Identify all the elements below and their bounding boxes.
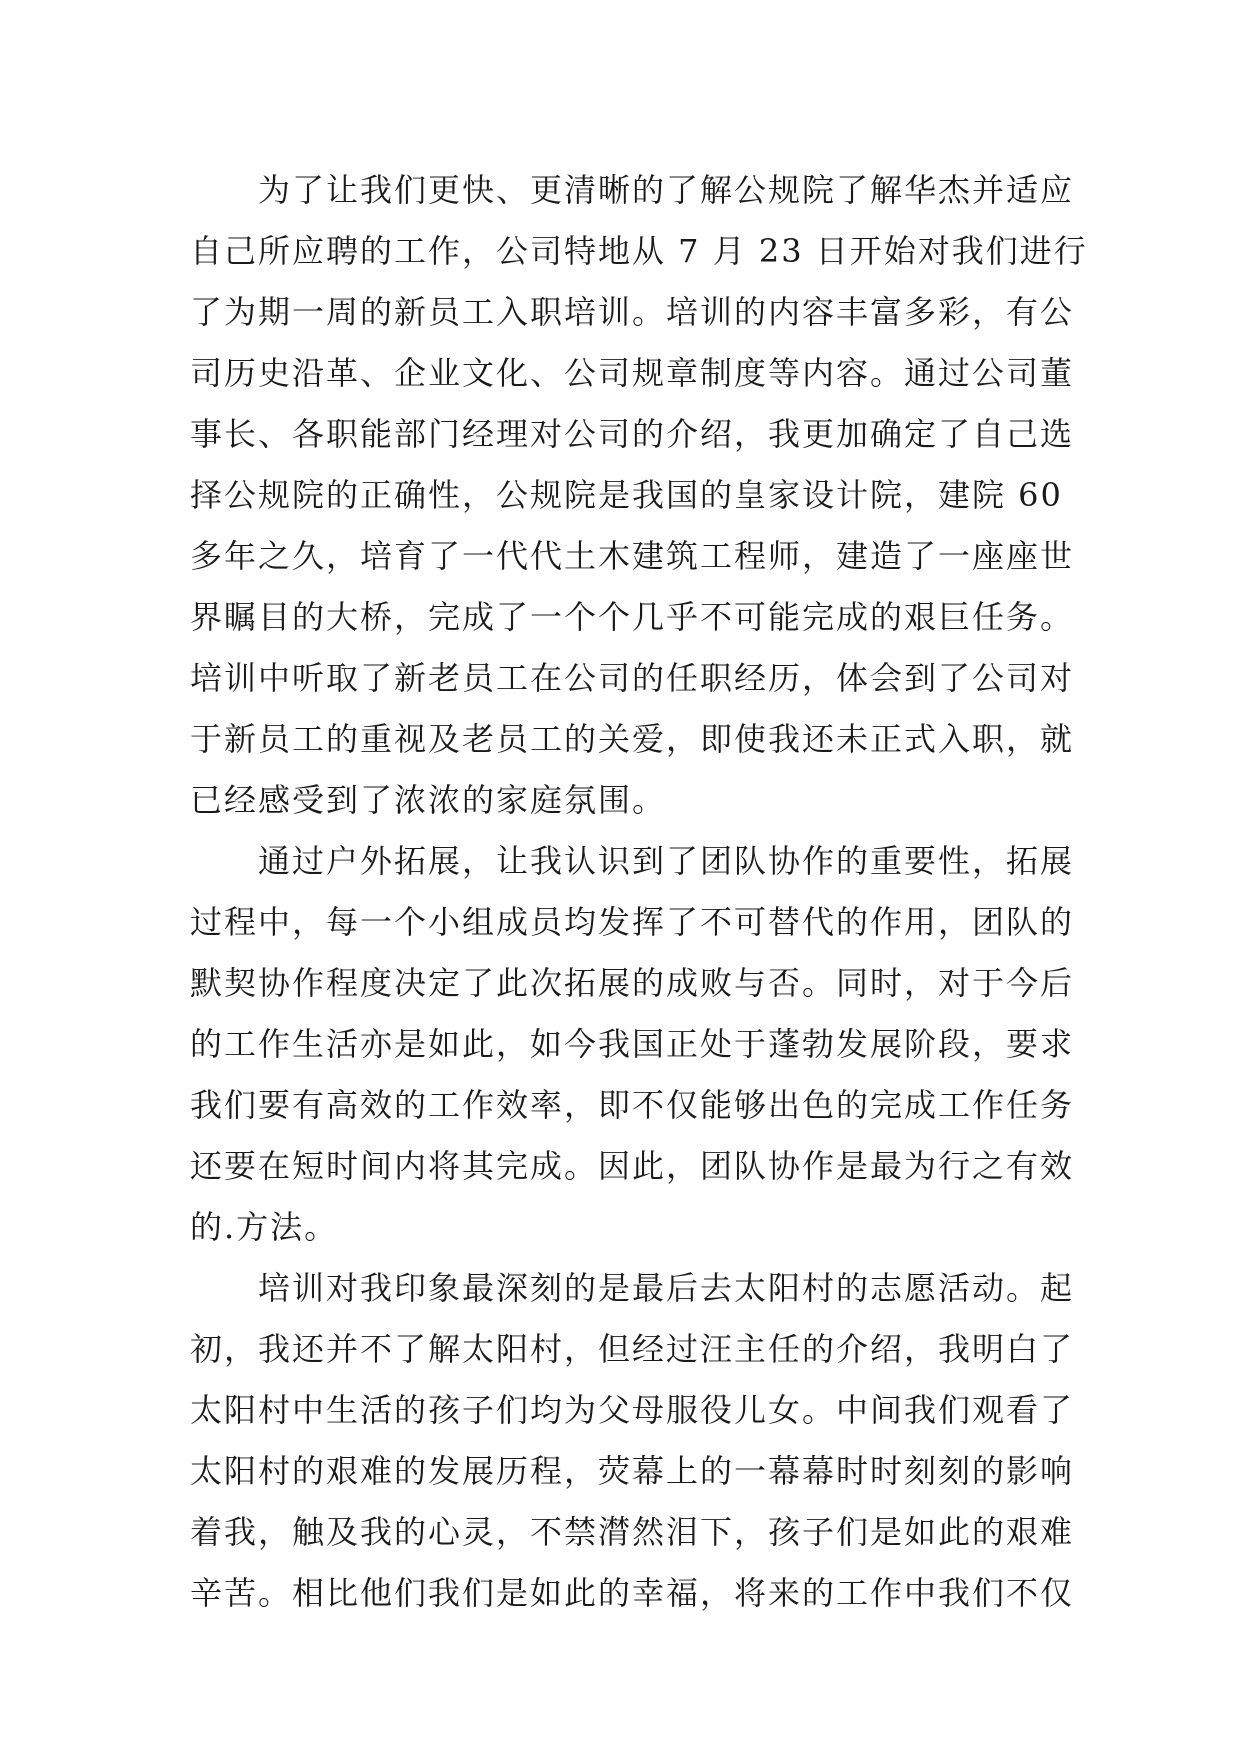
text-line: 事长、各职能部门经理对公司的介绍，我更加确定了自己选: [190, 415, 1075, 453]
text-line: 择公规院的正确性，公规院是我国的皇家设计院，建院 60: [190, 476, 1063, 514]
text-line: 为了让我们更快、更清晰的了解公规院了解华杰并适应: [190, 171, 1075, 209]
document-body: [190, 160, 1088, 1624]
paragraph-3: [190, 1258, 1075, 1624]
text-line: 的工作生活亦是如此，如今我国正处于蓬勃发展阶段，要求: [190, 1025, 1075, 1063]
text-line: 于新员工的重视及老员工的关爱，即使我还未正式入职，就: [190, 720, 1075, 758]
text-line: 通过户外拓展，让我认识到了团队协作的重要性，拓展: [190, 842, 1075, 880]
text-line: 太阳村的艰难的发展历程，荧幕上的一幕幕时时刻刻的影响: [190, 1452, 1075, 1490]
text-line: 过程中，每一个小组成员均发挥了不可替代的作用，团队的: [190, 903, 1075, 941]
text-line: 多年之久，培育了一代代土木建筑工程师，建造了一座座世: [190, 537, 1075, 575]
text-line: 还要在短时间内将其完成。因此，团队协作是最为行之有效: [190, 1147, 1075, 1185]
paragraph-2: [190, 831, 1075, 1258]
text-line: 的.方法。: [190, 1208, 339, 1246]
text-line: 界瞩目的大桥，完成了一个个几乎不可能完成的艰巨任务。: [190, 598, 1075, 636]
text-line: 我们要有高效的工作效率，即不仅能够出色的完成工作任务: [190, 1086, 1075, 1124]
text-line: 培训中听取了新老员工在公司的任职经历，体会到了公司对: [190, 659, 1075, 697]
text-line: 培训对我印象最深刻的是最后去太阳村的志愿活动。起: [190, 1269, 1075, 1307]
text-line: 已经感受到了浓浓的家庭氛围。: [190, 781, 667, 819]
text-line: 初，我还并不了解太阳村，但经过汪主任的介绍，我明白了: [190, 1330, 1075, 1368]
text-line: 了为期一周的新员工入职培训。培训的内容丰富多彩，有公: [190, 293, 1075, 331]
text-line: 辛苦。相比他们我们是如此的幸福，将来的工作中我们不仅: [190, 1574, 1075, 1612]
text-line: 司历史沿革、企业文化、公司规章制度等内容。通过公司董: [190, 354, 1075, 392]
text-line: 太阳村中生活的孩子们均为父母服役儿女。中间我们观看了: [190, 1391, 1075, 1429]
text-line: 着我，触及我的心灵，不禁潸然泪下，孩子们是如此的艰难: [190, 1513, 1075, 1551]
text-line: 默契协作程度决定了此次拓展的成败与否。同时，对于今后: [190, 964, 1075, 1002]
text-line: 自己所应聘的工作，公司特地从 7 月 23 日开始对我们进行: [190, 232, 1088, 270]
paragraph-1: [190, 160, 1088, 831]
